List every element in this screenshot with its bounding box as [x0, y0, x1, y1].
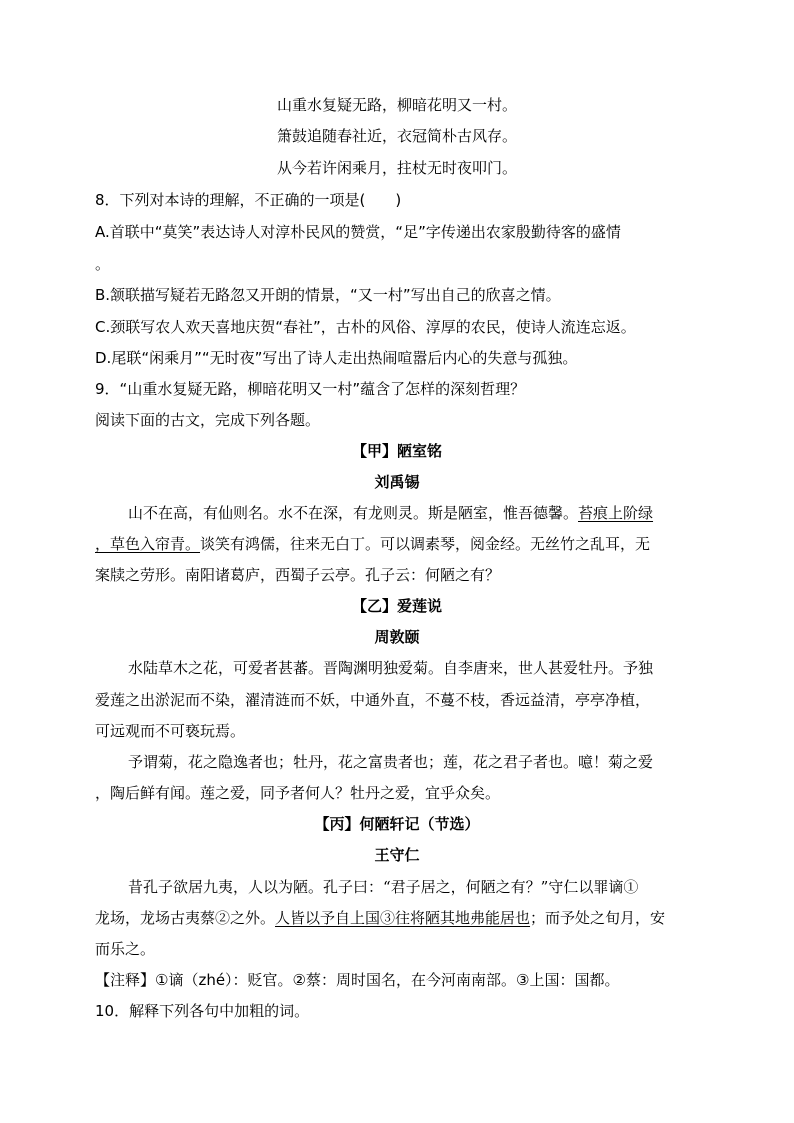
- yi-author: 周敦颐: [374, 628, 420, 646]
- jia-title: 【甲】陋室铭: [351, 442, 442, 460]
- jia-line-3: 案牍之劳形。南阳诸葛庐，西蜀子云亭。孔子云：何陋之有？: [95, 566, 501, 584]
- jia-underlined-sentence-2: ，草色入帘青。: [95, 535, 201, 553]
- yi-line-5: ，陶后鲜有闻。莲之爱，同予者何人？牡丹之爱，宜乎众矣。: [95, 784, 501, 802]
- bing-line-2-text: 龙场，龙场古夷蔡②之外。: [95, 909, 276, 927]
- jia-line-2-text: 谈笑有鸿儒，往来无白丁。可以调素琴，阅金经。无丝竹之乱耳，无: [200, 535, 651, 553]
- bing-line-3: 而乐之。: [95, 940, 156, 958]
- question-9: 9．“山重水复疑无路，柳暗花明又一村”蕴含了怎样的深刻哲理？: [95, 380, 526, 398]
- question-8-option-d: D.尾联“闲乘月”“无时夜”写出了诗人走出热闹喧嚣后内心的失意与孤独。: [95, 349, 578, 367]
- bing-title: 【丙】何陋轩记（节选）: [314, 815, 480, 833]
- reading-intro: 阅读下面的古文，完成下列各题。: [95, 411, 321, 429]
- jia-line-1: [128, 503, 653, 523]
- jia-underlined-sentence-1: 苔痕上阶绿: [578, 504, 654, 522]
- poem-line-2: 箫鼓追随春社近，衣冠简朴古风存。: [276, 127, 517, 145]
- question-8-option-b: B.颔联描写疑若无路忽又开朗的情景，“又一村”写出自己的欣喜之情。: [95, 286, 561, 304]
- bing-line-1: 昔孔子欲居九夷，人以为陋。孔子曰：“君子居之，何陋之有？”守仁以罪谪①: [128, 878, 639, 896]
- question-8-option-c: C.颈联写农人欢天喜地庆贺“春社”，古朴的风俗、淳厚的农民，使诗人流连忘返。: [95, 318, 636, 336]
- bing-line-2-tail: ；而予处之旬月，安: [530, 909, 666, 927]
- poem-line-3: 从今若许闲乘月，拄杖无时夜叩门。: [276, 159, 517, 177]
- question-8-stem: 8．下列对本诗的理解，不正确的一项是( ): [95, 191, 402, 209]
- jia-author: 刘禹锡: [374, 473, 420, 491]
- yi-line-2: 爱莲之出淤泥而不染，濯清涟而不妖，中通外直，不蔓不枝，香远益清，亭亭净植，: [95, 691, 651, 709]
- jia-line-2: [95, 534, 650, 554]
- bing-underlined-sentence: 人皆以予自上国③往将陋其地弗能居也: [275, 909, 531, 927]
- question-8-option-a: A.首联中“莫笑”表达诗人对淳朴民风的赞赏，“足”字传递出农家殷勤待客的盛情: [95, 223, 621, 241]
- question-8-option-a-cont: 。: [95, 255, 111, 273]
- bing-author: 王守仁: [374, 846, 420, 864]
- jia-line-1-text: 山不在高，有仙则名。水不在深，有龙则灵。斯是陋室，惟吾德馨。: [128, 504, 579, 522]
- yi-line-1: 水陆草木之花，可爱者甚蕃。晋陶渊明独爱菊。自李唐来，世人甚爱牡丹。予独: [128, 659, 654, 677]
- yi-line-3: 可远观而不可亵玩焉。: [95, 722, 246, 740]
- bing-line-2: [95, 908, 665, 928]
- annotation-note: 【注释】①谪（zhé）：贬官。②蔡：周时国名，在今河南南部。③上国：国都。: [95, 971, 620, 989]
- poem-line-1: 山重水复疑无路，柳暗花明又一村。: [276, 96, 517, 114]
- question-10: 10．解释下列各句中加粗的词。: [95, 1002, 310, 1020]
- yi-line-4: 予谓菊，花之隐逸者也；牡丹，花之富贵者也；莲，花之君子者也。噫！菊之爱: [128, 753, 654, 771]
- yi-title: 【乙】爱莲说: [351, 597, 442, 615]
